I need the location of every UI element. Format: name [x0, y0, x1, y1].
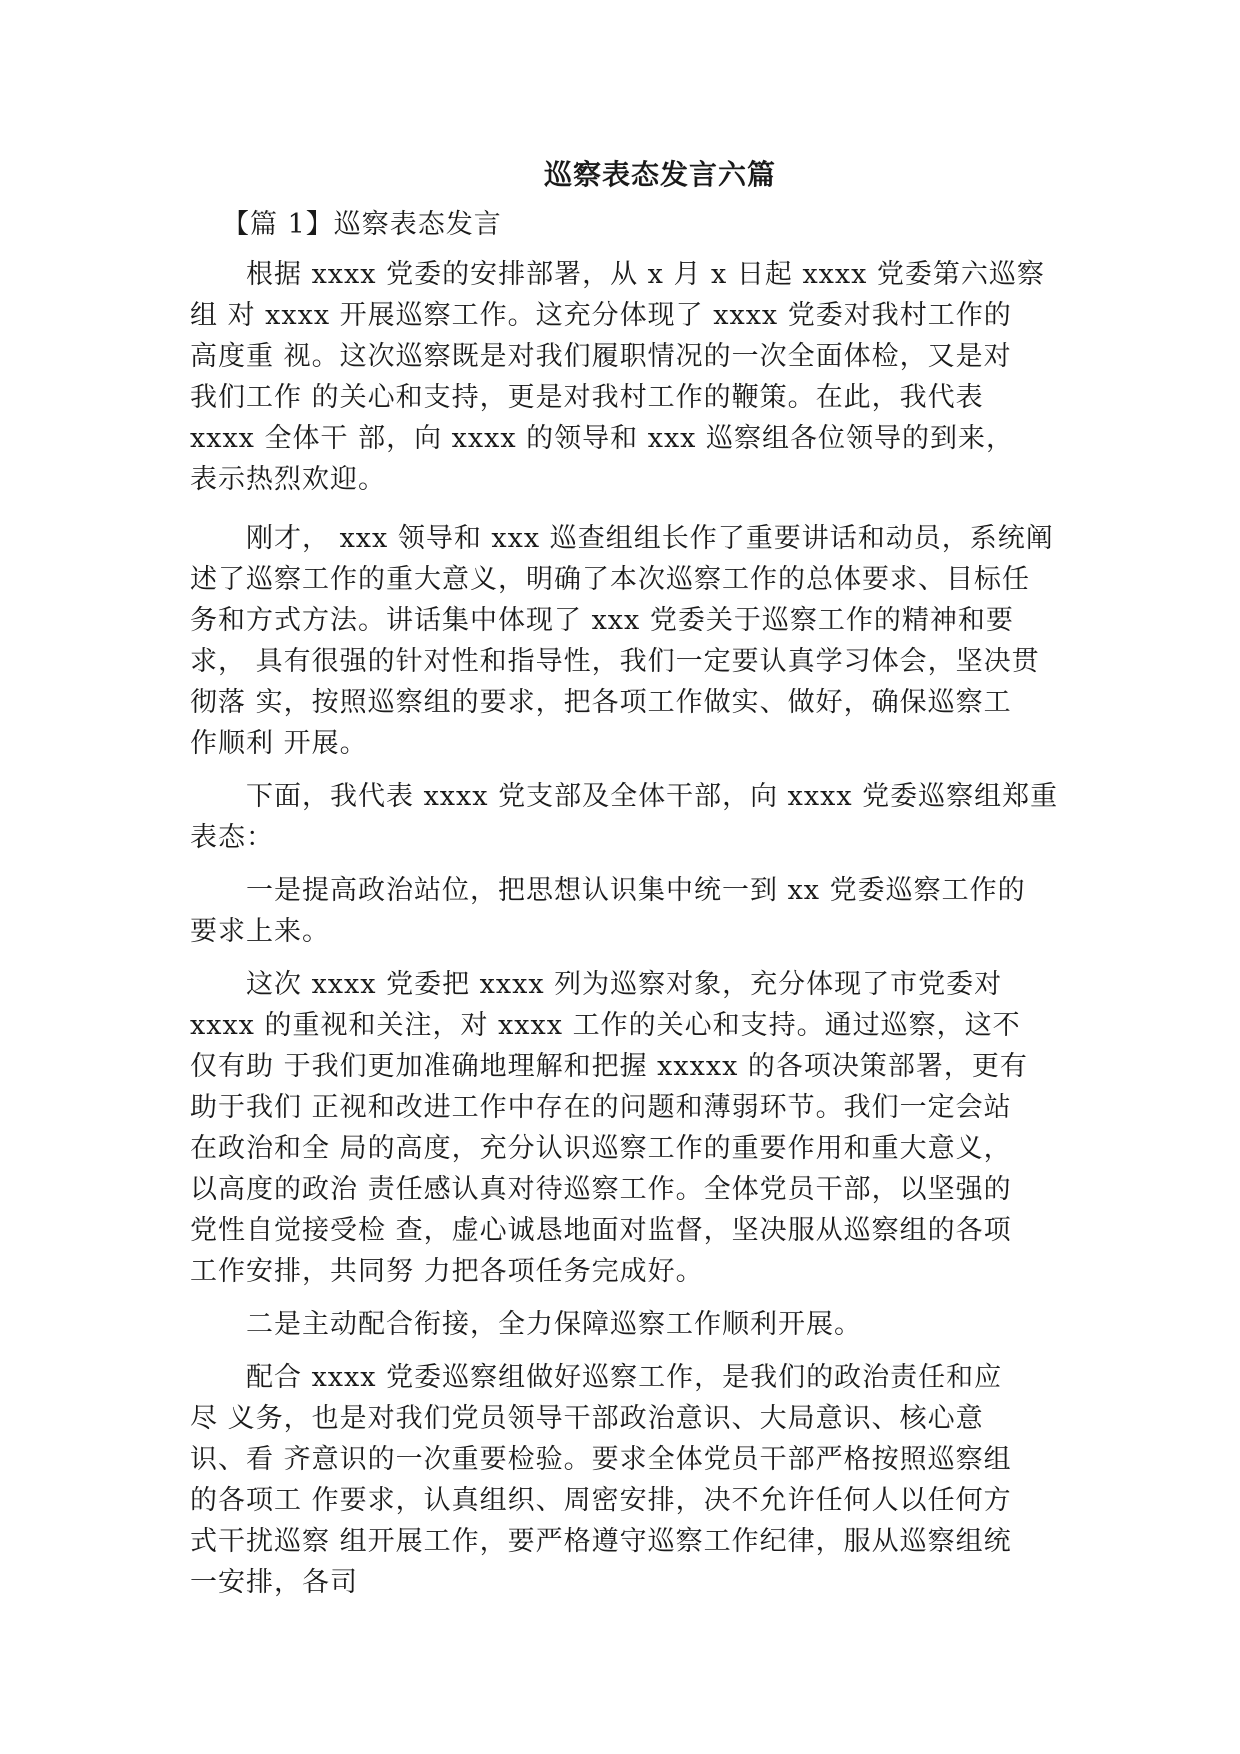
paragraph-line: 党性自觉接受检 查，虚心诚恳地面对监督，坚决服从巡察组的各项: [190, 1215, 1012, 1246]
paragraph-4: [190, 870, 1070, 952]
paragraph-line: 工作安排，共同努 力把各项任务完成好。: [190, 1256, 704, 1287]
paragraph-5: [190, 964, 1070, 1292]
paragraph-line: 一安排，各司: [190, 1567, 358, 1598]
paragraph-line: 以高度的政治 责任感认真对待巡察工作。全体党员干部，以坚强的: [190, 1174, 1012, 1205]
document-page: [190, 150, 1070, 1603]
paragraph-line: xxxx 全体干 部，向 xxxx 的领导和 xxx 巡察组各位领导的到来，: [190, 423, 1014, 454]
paragraph-line: 下面，我代表 xxxx 党支部及全体干部，向 xxxx 党委巡察组郑重: [246, 781, 1059, 812]
paragraph-line: 高度重 视。这次巡察既是对我们履职情况的一次全面体检，又是对: [190, 341, 1012, 372]
paragraph-line: 识、看 齐意识的一次重要检验。要求全体党员干部严格按照巡察组: [190, 1444, 1012, 1475]
paragraph-line: 刚才， xxx 领导和 xxx 巡查组组长作了重要讲话和动员，系统阐: [246, 523, 1054, 554]
paragraph-line: 根据 xxxx 党委的安排部署，从 x 月 x 日起 xxxx 党委第六巡察: [246, 259, 1045, 290]
paragraph-line: 表示热烈欢迎。: [190, 464, 386, 495]
paragraph-line: 述了巡察工作的重大意义，明确了本次巡察工作的总体要求、目标任: [190, 564, 1030, 595]
paragraph-6: [190, 1304, 1070, 1345]
section-heading: 【篇 1】巡察表态发言: [222, 209, 502, 240]
paragraph-line: 尽 义务，也是对我们党员领导干部政治意识、大局意识、核心意: [190, 1403, 984, 1434]
paragraph-line: 二是主动配合衔接，全力保障巡察工作顺利开展。: [246, 1309, 862, 1340]
paragraph-line: 助于我们 正视和改进工作中存在的问题和薄弱环节。我们一定会站: [190, 1092, 1012, 1123]
paragraph-7: [190, 1357, 1070, 1603]
paragraph-line: 务和方式方法。讲话集中体现了 xxx 党委关于巡察工作的精神和要: [190, 605, 1014, 636]
paragraph-line: 这次 xxxx 党委把 xxxx 列为巡察对象，充分体现了市党委对: [246, 969, 1003, 1000]
paragraph-line: xxxx 的重视和关注，对 xxxx 工作的关心和支持。通过巡察，这不: [190, 1010, 1021, 1041]
paragraph-line: 彻落 实，按照巡察组的要求，把各项工作做实、做好，确保巡察工: [190, 687, 1012, 718]
paragraph-line: 要求上来。: [190, 916, 330, 947]
paragraph-1: [190, 254, 1070, 500]
paragraph-line: 组 对 xxxx 开展巡察工作。这充分体现了 xxxx 党委对我村工作的: [190, 300, 1012, 331]
paragraph-line: 的各项工 作要求，认真组织、周密安排，决不允许任何人以任何方: [190, 1485, 1012, 1516]
paragraph-line: 式干扰巡察 组开展工作，要严格遵守巡察工作纪律，服从巡察组统: [190, 1526, 1012, 1557]
paragraph-line: 我们工作 的关心和支持，更是对我村工作的鞭策。在此，我代表: [190, 382, 984, 413]
document-title: 巡察表态发言六篇: [543, 158, 776, 191]
paragraph-line: 表态：: [190, 822, 274, 853]
paragraph-line: 配合 xxxx 党委巡察组做好巡察工作，是我们的政治责任和应: [246, 1362, 1003, 1393]
paragraph-line: 求， 具有很强的针对性和指导性，我们一定要认真学习体会，坚决贯: [190, 646, 1040, 677]
paragraph-2: [190, 518, 1070, 764]
paragraph-line: 在政治和全 局的高度，充分认识巡察工作的重要作用和重大意义，: [190, 1133, 1012, 1164]
paragraph-line: 仅有助 于我们更加准确地理解和把握 xxxxx 的各项决策部署，更有: [190, 1051, 1028, 1082]
paragraph-line: 一是提高政治站位，把思想认识集中统一到 xx 党委巡察工作的: [246, 875, 1026, 906]
paragraph-line: 作顺利 开展。: [190, 728, 368, 759]
paragraph-3: [190, 776, 1070, 858]
